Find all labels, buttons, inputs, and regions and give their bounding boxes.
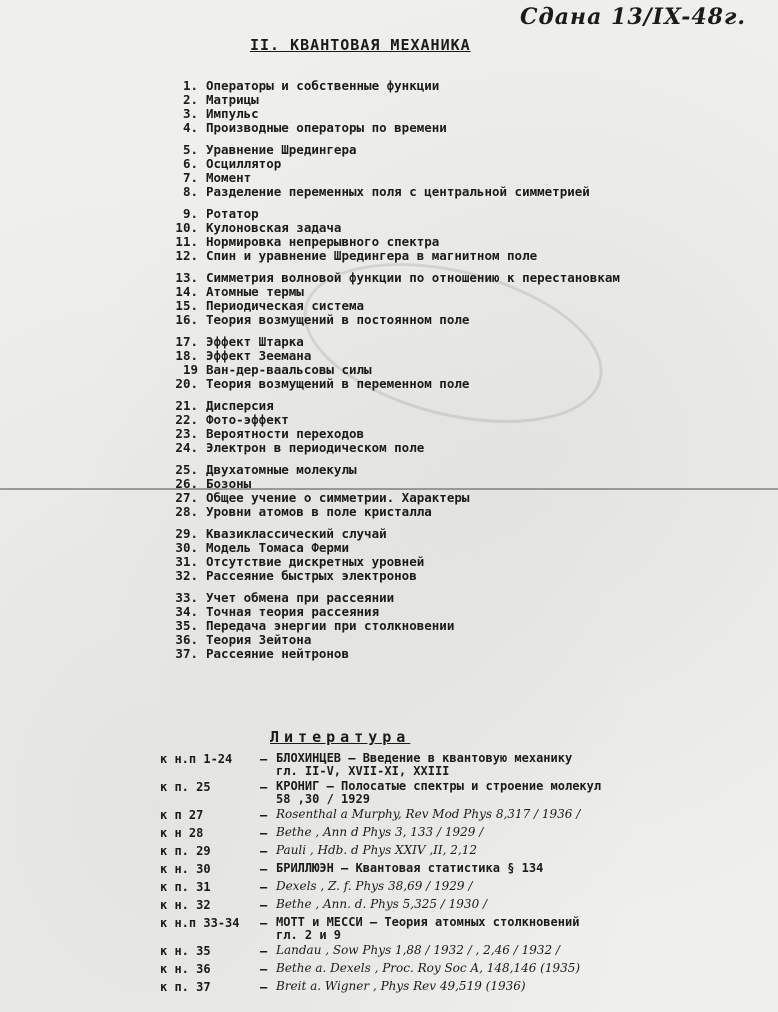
topic-text: Двухатомные молекулы [206,461,357,477]
topic-text: Общее учение о симметрии. Характеры [206,489,470,505]
literature-ref: к п. 25 [160,780,211,794]
topic-group [150,590,760,660]
literature-entry [160,880,770,896]
literature-entry [160,752,770,778]
topic-number: 22. [175,411,198,427]
topic-item [150,440,760,454]
topic-item [150,618,760,632]
topic-text: Ван-дер-ваальсовы силы [206,361,372,377]
literature-text: Dexels , Z. f. Phys 38,69 / 1929 / [276,879,473,893]
topic-group [150,142,760,198]
literature-entry [160,898,770,914]
topic-item [150,220,760,234]
topic-number: 16. [175,311,198,327]
topic-item [150,554,760,568]
dash-separator: – [260,780,268,794]
topic-item [150,170,760,184]
topic-text: Эффект Зеемана [206,347,312,363]
topic-number: 8. [182,183,198,199]
topic-text: Осциллятор [206,155,282,171]
topic-text: Модель Томаса Ферми [206,539,349,555]
topic-number: 3. [182,105,198,121]
literature-entry [160,962,770,978]
topic-item [150,78,760,92]
topic-text: Теория возмущений в переменном поле [206,375,470,391]
literature-ref: к п. 29 [160,844,211,858]
handwritten-note: Сдана 13/IX-48г. [520,4,747,30]
literature-ref: к п 27 [160,808,204,822]
topic-item [150,504,760,518]
literature-ref: к н. 32 [160,898,211,912]
literature-text: КРОНИГ – Полосатые спектры и строение молекул 58 ,30 / 1929 [276,779,602,806]
topic-number: 31. [175,553,198,569]
topic-item [150,284,760,298]
topic-item [150,234,760,248]
topic-item [150,412,760,426]
topic-number: 17. [175,333,198,349]
topic-text: Бозоны [206,475,252,491]
topic-item [150,540,760,554]
topic-number: 1. [182,77,198,93]
topic-number: 13. [175,269,198,285]
topic-number: 25. [175,461,198,477]
literature-ref: к н 28 [160,826,204,840]
topic-number: 14. [175,283,198,299]
topic-group [150,334,760,390]
literature-ref: к н.п 1-24 [160,752,233,766]
dash-separator: – [260,826,268,840]
topic-text: Точная теория рассеяния [206,603,380,619]
literature-text: Breit a. Wigner , Phys Rev 49,519 (1936) [276,979,526,993]
topic-text: Атомные термы [206,283,304,299]
literature-ref: к н.п 33-34 [160,916,240,930]
topic-item [150,604,760,618]
literature-entry [160,826,770,842]
dash-separator: – [260,980,268,994]
dash-separator: – [260,962,268,976]
topic-item [150,334,760,348]
dash-separator: – [260,898,268,912]
literature-text: БЛОХИНЦЕВ – Введение в квантовую механику гл. II-V, XVII-XI, XXIII [276,751,573,778]
topic-text: Уравнение Шредингера [206,141,357,157]
topic-item [150,426,760,440]
literature-entry [160,808,770,824]
dash-separator: – [260,862,268,876]
topic-item [150,398,760,412]
literature-text: Bethe , Ann d Phys 3, 133 / 1929 / [276,825,484,839]
literature-entry [160,844,770,860]
topic-item [150,270,760,284]
topic-item [150,526,760,540]
dash-separator: – [260,916,268,930]
literature-title: Литература [270,728,411,746]
dash-separator: – [260,752,268,766]
topic-item [150,476,760,490]
topic-item [150,462,760,476]
dash-separator: – [260,944,268,958]
topic-number: 12. [175,247,198,263]
literature-text: Bethe a. Dexels , Proc. Roy Soc A, 148,146 (1935) [276,961,581,975]
topic-text: Периодическая система [206,297,365,313]
literature-entry [160,944,770,960]
topic-number: 4. [182,119,198,135]
topic-group [150,78,760,134]
dash-separator: – [260,880,268,894]
dash-separator: – [260,808,268,822]
literature-ref: к н. 35 [160,944,211,958]
topic-text: Электрон в периодическом поле [206,439,425,455]
topic-number: 26. [175,475,198,491]
topic-text: Ротатор [206,205,259,221]
topic-text: Разделение переменных поля с центральной симметрией [206,183,590,199]
literature-text: Landau , Sow Phys 1,88 / 1932 / , 2,46 / 1932 / [276,943,560,957]
topic-number: 11. [175,233,198,249]
topic-number: 18. [175,347,198,363]
topic-number: 23. [175,425,198,441]
topic-text: Теория Зейтона [206,631,312,647]
topic-number: 6. [182,155,198,171]
topic-item [150,142,760,156]
document-title: II. КВАНТОВАЯ МЕХАНИКА [250,36,471,54]
topic-item [150,248,760,262]
topic-text: Учет обмена при рассеянии [206,589,395,605]
literature-text: МОТТ и МЕССИ – Теория атомных столкновений гл. 2 и 9 [276,915,580,942]
literature-ref: к п. 37 [160,980,211,994]
dash-separator: – [260,844,268,858]
topic-number: 10. [175,219,198,235]
topic-text: Матрицы [206,91,259,107]
topic-item [150,646,760,660]
topic-number: 15. [175,297,198,313]
topic-number: 29. [175,525,198,541]
topic-text: Квазиклассический случай [206,525,387,541]
topic-text: Теория возмущений в постоянном поле [206,311,470,327]
literature-ref: к п. 31 [160,880,211,894]
topic-number: 37. [175,645,198,661]
topic-text: Уровни атомов в поле кристалла [206,503,432,519]
topic-group [150,206,760,262]
literature-list [160,752,770,998]
literature-text: Rosenthal a Murphy, Rev Mod Phys 8,317 / 1936 / [276,807,581,821]
topic-number: 34. [175,603,198,619]
topic-number: 20. [175,375,198,391]
topic-number: 35. [175,617,198,633]
topic-item [150,376,760,390]
topic-text: Фото-эффект [206,411,289,427]
topic-item [150,590,760,604]
topic-text: Операторы и собственные функции [206,77,440,93]
topic-item [150,206,760,220]
topic-item [150,312,760,326]
topic-number: 24. [175,439,198,455]
topic-group [150,526,760,582]
topic-text: Рассеяние нейтронов [206,645,349,661]
topic-text: Вероятности переходов [206,425,365,441]
topic-item [150,568,760,582]
topic-number: 27. [175,489,198,505]
topic-item [150,362,760,376]
topic-number: 28. [175,503,198,519]
topic-item [150,156,760,170]
literature-entry [160,980,770,996]
topic-text: Рассеяние быстрых электронов [206,567,417,583]
literature-ref: к н. 36 [160,962,211,976]
topic-text: Импульс [206,105,259,121]
literature-text: Bethe , Ann. d. Phys 5,325 / 1930 / [276,897,488,911]
topic-text: Отсутствие дискретных уровней [206,553,425,569]
literature-entry [160,916,770,942]
topic-item [150,106,760,120]
topic-number: 2. [182,91,198,107]
topic-group [150,462,760,518]
topic-item [150,298,760,312]
topic-item [150,490,760,504]
topic-group [150,398,760,454]
topic-item [150,120,760,134]
topic-group [150,270,760,326]
topic-number: 32. [175,567,198,583]
topic-number: 5. [182,141,198,157]
topic-text: Дисперсия [206,397,274,413]
literature-entry [160,780,770,806]
topic-text: Производные операторы по времени [206,119,447,135]
topic-number: 9. [182,205,198,221]
literature-ref: к н. 30 [160,862,211,876]
topic-number: 36. [175,631,198,647]
topic-number: 19 [182,361,198,377]
topic-text: Кулоновская задача [206,219,342,235]
topic-item [150,184,760,198]
topic-item [150,348,760,362]
topic-text: Момент [206,169,252,185]
topic-item [150,92,760,106]
topic-number: 30. [175,539,198,555]
literature-text: Pauli , Hdb. d Phys XXIV ,II, 2,12 [276,843,477,857]
topic-text: Эффект Штарка [206,333,304,349]
topic-text: Спин и уравнение Шредингера в магнитном поле [206,247,538,263]
topic-number: 7. [182,169,198,185]
topic-item [150,632,760,646]
topic-text: Передача энергии при столкновении [206,617,455,633]
literature-entry [160,862,770,878]
topic-text: Симметрия волновой функции по отношению к перестановкам [206,269,620,285]
topic-text: Нормировка непрерывного спектра [206,233,440,249]
topic-list [150,78,760,668]
topic-number: 21. [175,397,198,413]
literature-text: БРИЛЛЮЭН – Квантовая статистика § 134 [276,861,544,875]
topic-number: 33. [175,589,198,605]
